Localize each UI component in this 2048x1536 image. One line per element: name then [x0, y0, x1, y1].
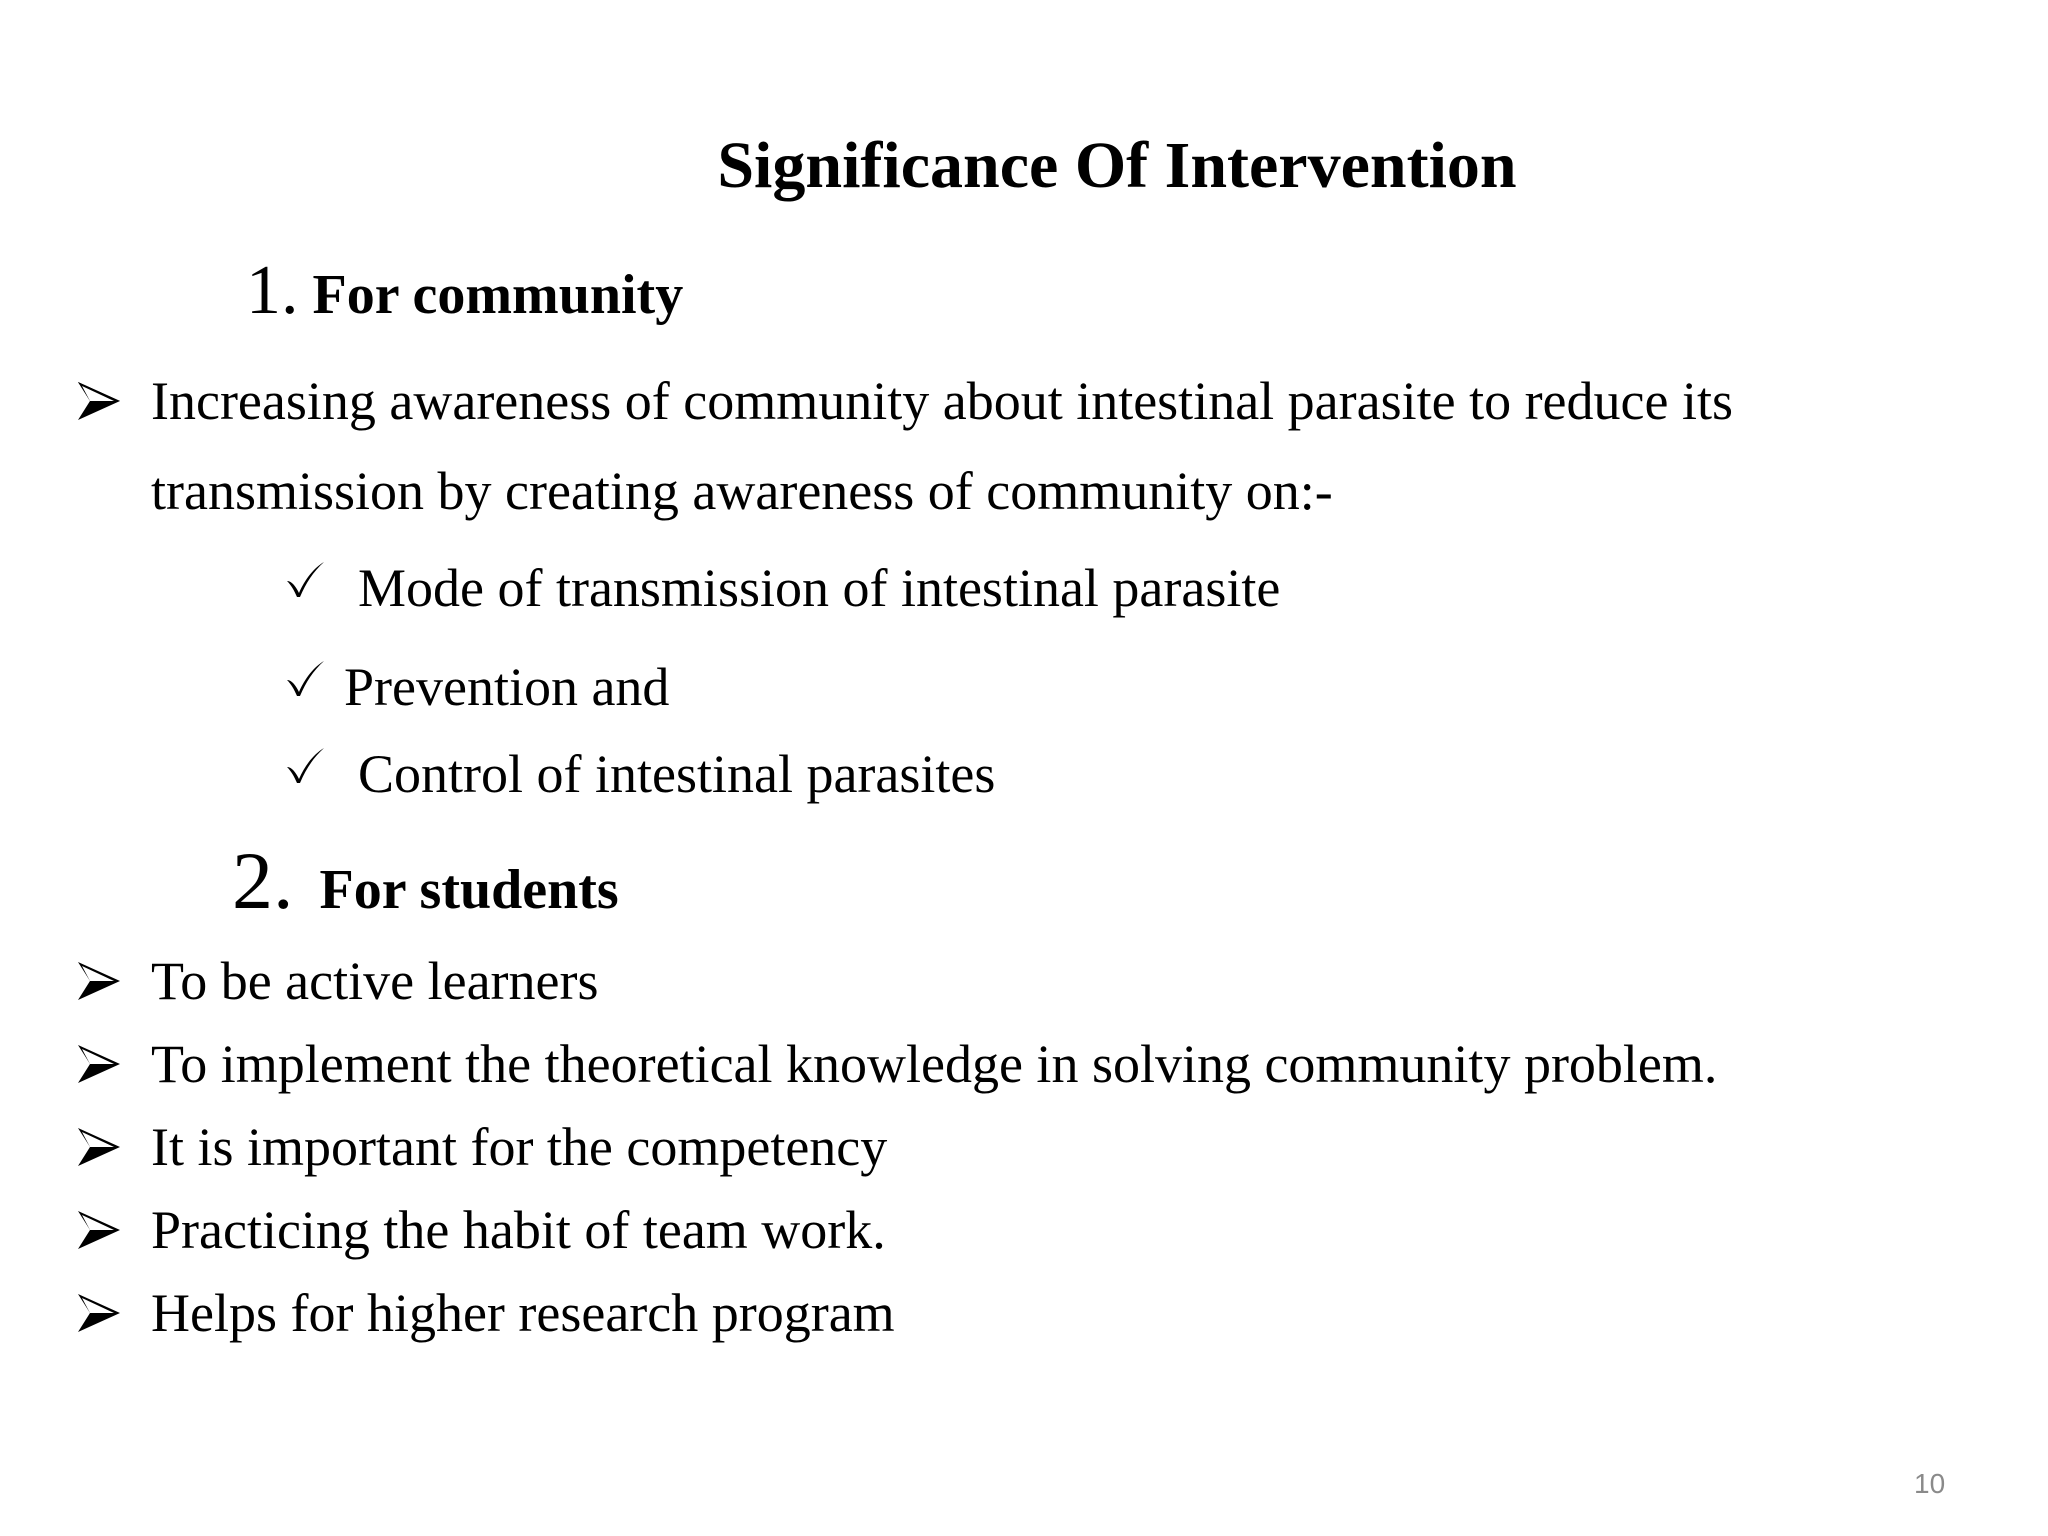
list-item — [0, 1031, 2048, 1097]
list-item — [0, 1197, 2048, 1263]
arrow-bullet-icon — [74, 1122, 124, 1172]
list-item-text: Practicing the habit of team work. — [151, 1200, 886, 1260]
checkmark-icon — [284, 559, 326, 601]
checkmark-icon — [284, 658, 326, 700]
checkmark-icon — [284, 745, 326, 787]
section-1-number: 1. — [246, 252, 299, 329]
arrow-bullet-icon — [74, 376, 124, 426]
section-2-title: For students — [319, 859, 619, 921]
check-item — [0, 654, 2048, 720]
section-2-number: 2. — [232, 835, 294, 926]
check-item — [0, 555, 2048, 621]
section-1-bullet — [0, 368, 2048, 434]
check-item-text: Control of intestinal parasites — [358, 744, 996, 804]
check-item-text: Prevention and — [344, 657, 670, 717]
list-item-text: To be active learners — [151, 951, 599, 1011]
list-item-text: To implement the theoretical knowledge in solving community problem. — [151, 1034, 1718, 1094]
section-1-bullet-line-2: transmission by creating awareness of community on:- — [151, 461, 1333, 521]
check-item — [0, 741, 2048, 807]
check-item-text: Mode of transmission of intestinal parasite — [358, 558, 1281, 618]
arrow-bullet-icon — [74, 1039, 124, 1089]
section-1-title: For community — [312, 264, 684, 326]
arrow-bullet-icon — [74, 956, 124, 1006]
section-1-heading — [246, 252, 684, 330]
list-item — [0, 948, 2048, 1014]
section-2-heading — [232, 835, 619, 926]
list-item — [0, 1114, 2048, 1180]
list-item-text: Helps for higher research program — [151, 1283, 895, 1343]
page-number: 10 — [1914, 1468, 1946, 1499]
arrow-bullet-icon — [74, 1205, 124, 1255]
list-item — [0, 1280, 2048, 1346]
list-item-text: It is important for the competency — [151, 1117, 888, 1177]
arrow-bullet-icon — [74, 1288, 124, 1338]
slide-title: Significance Of Intervention — [717, 129, 1517, 202]
section-1-bullet-line-1: Increasing awareness of community about intestinal parasite to reduce its — [151, 371, 1733, 431]
